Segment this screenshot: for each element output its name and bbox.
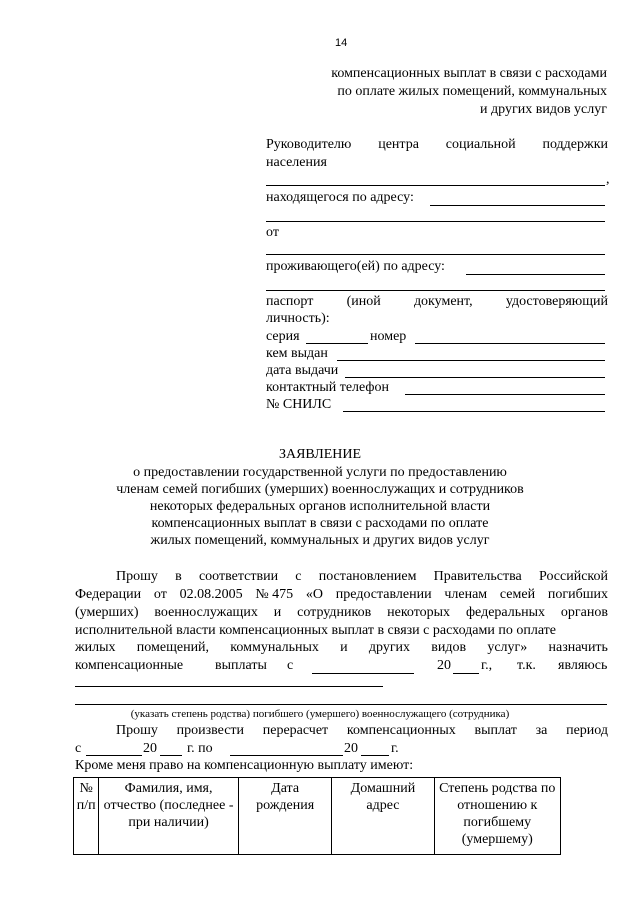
- table-header-row: [74, 778, 561, 855]
- kinship-field-2[interactable]: [75, 704, 607, 705]
- title-line-2: членам семей погибших (умерших) военнослужащих и сотрудников: [116, 482, 524, 497]
- addressee-line-1: Руководителю центра социальной поддержки: [266, 137, 608, 152]
- address-field[interactable]: [430, 205, 605, 206]
- snils-field[interactable]: [343, 411, 605, 412]
- series-field[interactable]: [306, 343, 368, 344]
- paragraph-1-line-1: Прошу в соответствии с постановлением Правительства Российской: [116, 569, 608, 584]
- passport-line-1: паспорт (иной документ, удостоверяющий: [266, 294, 608, 309]
- number-field[interactable]: [415, 343, 605, 344]
- issued-by-label: кем выдан: [266, 346, 328, 361]
- kinship-note: (указать степень родства) погибшего (умершего) военнослужащего (сотрудника): [130, 708, 510, 720]
- period-from-year-prefix: 20: [143, 741, 157, 756]
- paragraph-1-line-6-f: являюсь: [558, 658, 608, 673]
- addressee-blank-1[interactable]: [266, 185, 605, 186]
- addressee-comma: ,: [606, 172, 610, 187]
- period-mid-label: г. по: [187, 741, 213, 756]
- header-number: № п/п: [74, 778, 99, 855]
- issued-by-field[interactable]: [337, 360, 605, 361]
- residing-label: проживающего(ей) по адресу:: [266, 259, 445, 274]
- number-label: номер: [370, 329, 407, 344]
- paragraph-1-line-6-e: т.к.: [517, 658, 536, 673]
- title-line-3: некоторых федеральных органов исполнительной власти: [149, 499, 491, 514]
- entitled-persons-table: [73, 777, 561, 855]
- payment-year-field[interactable]: [453, 673, 479, 674]
- header-birth-date: Дата рождения: [238, 778, 331, 855]
- period-to-year-field[interactable]: [361, 755, 389, 756]
- others-entitled-label: Кроме меня право на компенсационную выплату имеют:: [75, 758, 414, 773]
- document-title: ЗАЯВЛЕНИЕ: [278, 447, 362, 462]
- page-number: 14: [335, 37, 348, 49]
- paragraph-2-line-1: Прошу произвести перерасчет компенсационных выплат за период: [116, 723, 608, 738]
- payment-start-date-field[interactable]: [312, 673, 414, 674]
- residing-blank-2[interactable]: [266, 290, 605, 291]
- residing-field[interactable]: [466, 274, 605, 275]
- from-field[interactable]: [266, 254, 605, 255]
- addressee-line-2: населения: [266, 155, 327, 170]
- title-line-4: компенсационных выплат в связи с расходами по оплате: [151, 516, 489, 531]
- paragraph-1-line-6-b: выплаты: [215, 658, 267, 673]
- issue-date-label: дата выдачи: [266, 363, 339, 378]
- period-to-field[interactable]: [230, 755, 343, 756]
- header-line-3: и других видов услуг: [480, 102, 607, 117]
- paragraph-1-line-2: Федерации от 02.08.2005 № 475 «О предоставлении членам семей погибших: [75, 587, 608, 602]
- paragraph-1-line-4: исполнительной власти компенсационных выплат в связи с расходами по оплате: [75, 623, 557, 638]
- header-kinship: Степень родства по отношению к погибшему (умершему): [434, 778, 560, 855]
- period-to-year-prefix: 20: [344, 741, 358, 756]
- from-label: от: [266, 225, 279, 240]
- paragraph-1-line-5: жилых помещений, коммунальных и других видов услуг» назначить: [75, 640, 608, 655]
- period-end-label: г.: [391, 741, 399, 756]
- header-full-name: Фамилия, имя, отчество (последнее - при наличии): [99, 778, 239, 855]
- issue-date-field[interactable]: [345, 377, 605, 378]
- title-line-1: о предоставлении государственной услуги по предоставлению: [133, 465, 507, 480]
- header-line-1: компенсационных выплат в связи с расходами: [331, 66, 607, 81]
- header-line-2: по оплате жилых помещений, коммунальных: [337, 84, 607, 99]
- series-label: серия: [266, 329, 300, 344]
- payment-year-prefix: 20: [437, 658, 451, 673]
- paragraph-1-line-6-d: г.,: [481, 658, 493, 673]
- passport-line-2: личность):: [266, 311, 330, 326]
- phone-field[interactable]: [405, 394, 605, 395]
- period-from-c: с: [75, 741, 82, 756]
- paragraph-1-line-6-a: компенсационные: [75, 658, 184, 673]
- paragraph-1-line-3: (умерших) военнослужащих и сотрудников некоторых федеральных органов: [75, 605, 608, 620]
- address-blank-2[interactable]: [266, 221, 605, 222]
- paragraph-1-line-6-c: с: [287, 658, 294, 673]
- header-home-address: Домашний адрес: [332, 778, 434, 855]
- period-from-field[interactable]: [86, 755, 142, 756]
- address-label: находящегося по адресу:: [266, 190, 414, 205]
- title-line-5: жилых помещений, коммунальных и других видов услуг: [150, 533, 490, 548]
- period-from-year-field[interactable]: [160, 755, 182, 756]
- kinship-field[interactable]: [75, 686, 383, 687]
- phone-label: контактный телефон: [266, 380, 389, 395]
- snils-label: № СНИЛС: [266, 397, 332, 412]
